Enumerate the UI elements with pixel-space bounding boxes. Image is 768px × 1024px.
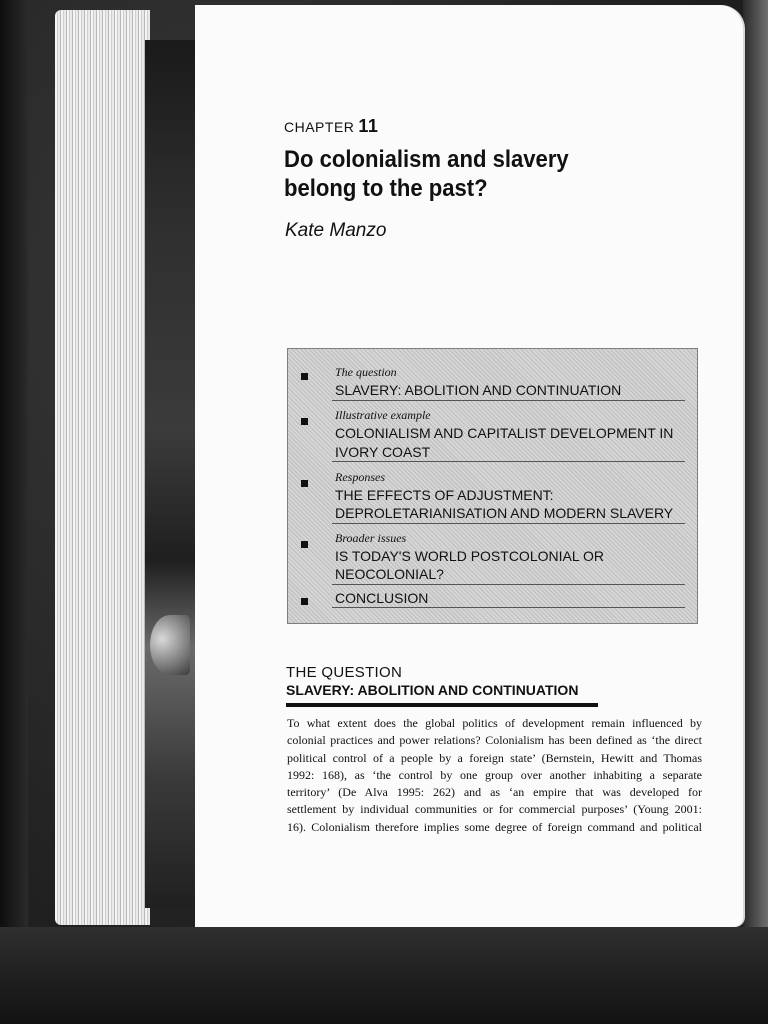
toc-entry-title-line: SLAVERY: ABOLITION AND CONTINUATION (335, 382, 622, 398)
toc-entry-title-line: DEPROLETARIANISATION AND MODERN SLAVERY (335, 505, 674, 521)
toc-entry-title-line: IVORY COAST (335, 444, 431, 460)
body-line: political control of a people by a foreign state’ (Bernstein, Hewitt and Thomas (287, 750, 702, 765)
section-rule (286, 703, 598, 707)
chapter-title-line-1: Do colonialism and slavery (284, 146, 569, 173)
body-line: 16). Colonialism therefore implies some degree of foreign command and political (287, 819, 702, 834)
chapter-title-line-2: belong to the past? (284, 175, 488, 202)
toc-divider (332, 400, 685, 401)
body-line: 1992: 168), as ‘the control by one group over another inhabiting a separate (287, 767, 702, 782)
bullet-icon (301, 598, 308, 605)
chapter-number: 11 (358, 116, 379, 136)
section-label: THE QUESTION (286, 664, 403, 681)
toc-entry-title-line: NEOCOLONIAL? (335, 566, 444, 582)
toc-entry-kicker: Illustrative example (335, 408, 431, 422)
bullet-icon (301, 373, 308, 380)
chapter-label: CHAPTER (284, 119, 355, 135)
bullet-icon (301, 418, 308, 425)
page-stack-edge (55, 10, 150, 925)
toc-entry-title-line: COLONIALISM AND CAPITALIST DEVELOPMENT IN (335, 425, 674, 441)
toc-entry-title-line: THE EFFECTS OF ADJUSTMENT: (335, 487, 554, 503)
body-line: settlement by individual communities or for commercial purposes’ (Young 2001: (287, 802, 702, 817)
toc-divider (332, 607, 685, 608)
body-line: territory’ (De Alva 1995: 262) and as ‘an empire that was developed for (287, 785, 702, 800)
toc-divider (332, 523, 685, 524)
toc-entry-kicker: The question (335, 365, 397, 379)
chapter-contents-box (287, 348, 698, 624)
chapter-title (284, 145, 670, 203)
toc-entry-title-line: IS TODAY'S WORLD POSTCOLONIAL OR (335, 548, 604, 564)
section-title: SLAVERY: ABOLITION AND CONTINUATION (286, 682, 579, 698)
scan-left-edge (0, 0, 28, 1024)
bullet-icon (301, 541, 308, 548)
scan-right-edge (743, 0, 768, 1024)
body-line: colonial practices and power relations? Colonialism has been defined as ‘the direct (287, 733, 702, 748)
toc-divider (332, 584, 685, 585)
body-line: To what extent does the global politics of development remain influenced by (287, 716, 702, 730)
bullet-icon (301, 480, 308, 487)
toc-divider (332, 461, 685, 462)
toc-entry-kicker: Broader issues (335, 531, 407, 545)
scan-bottom-band (0, 927, 768, 1024)
chapter-heading (284, 116, 378, 137)
chapter-author: Kate Manzo (285, 220, 387, 241)
toc-entry-title-line: CONCLUSION (335, 590, 429, 606)
body-paragraph (287, 715, 702, 836)
toc-entry-kicker: Responses (335, 470, 385, 484)
gutter-object (150, 615, 190, 675)
book-gutter (145, 40, 195, 908)
